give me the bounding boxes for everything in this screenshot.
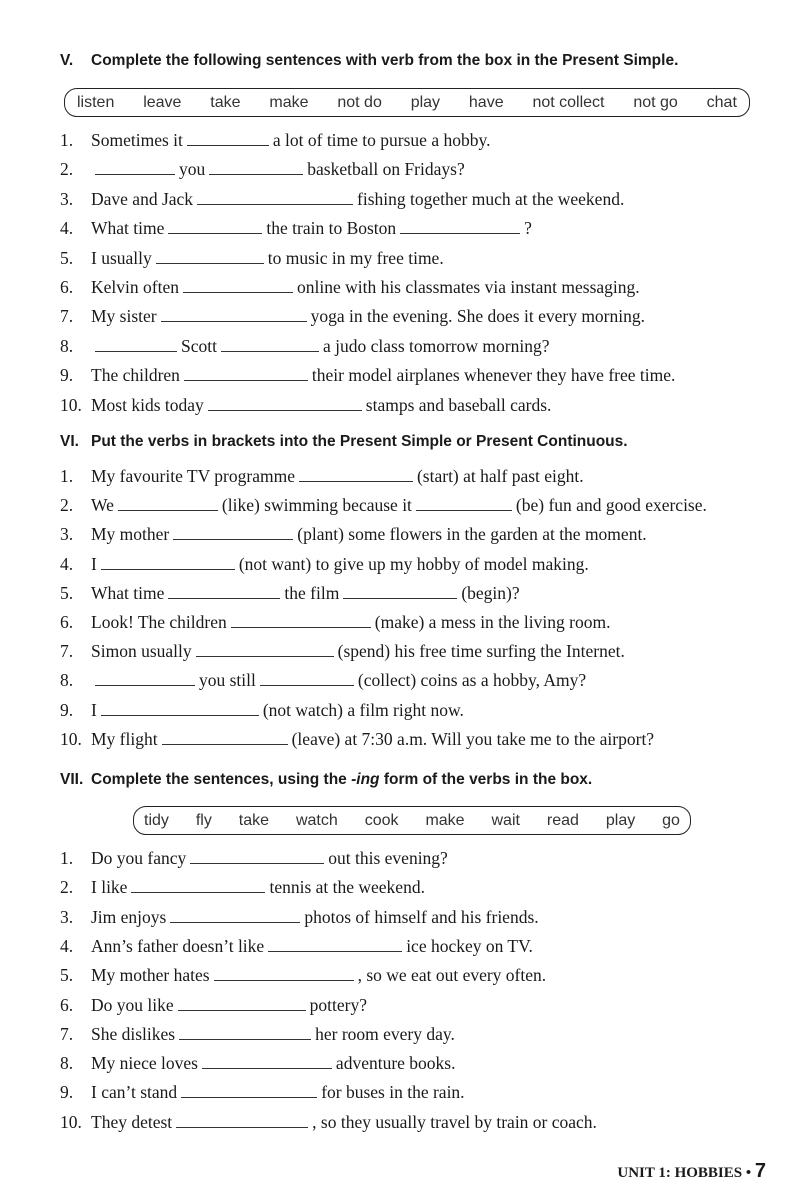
- answer-blank[interactable]: [187, 144, 269, 146]
- item-text: you: [179, 159, 206, 180]
- item-text: She dislikes: [91, 1023, 176, 1044]
- box-word: not do: [337, 93, 382, 111]
- page-footer: [617, 1160, 766, 1183]
- item-number: 9.: [60, 699, 74, 720]
- exercise-item: [60, 393, 551, 417]
- item-text: I usually: [91, 247, 152, 268]
- answer-blank[interactable]: [168, 597, 280, 599]
- answer-blank[interactable]: [400, 232, 520, 234]
- item-number: 8.: [60, 1053, 74, 1074]
- section-number: V.: [60, 52, 74, 69]
- answer-blank[interactable]: [101, 568, 235, 570]
- item-text: (make) a mess in the living room.: [374, 612, 611, 632]
- exercise-item: [60, 727, 654, 751]
- item-text: their model airplanes whenever they have free time.: [311, 365, 676, 386]
- exercise-item: [60, 128, 490, 152]
- item-text: Do you like: [91, 994, 174, 1015]
- exercise-item: [60, 1110, 597, 1134]
- box-word: chat: [706, 93, 737, 111]
- item-text: (not watch) a film right now.: [262, 699, 464, 720]
- item-number: 5.: [60, 965, 74, 986]
- exercise-item: [60, 522, 647, 546]
- answer-blank[interactable]: [268, 950, 402, 952]
- exercise-item: [60, 246, 444, 270]
- item-number: 4.: [60, 553, 74, 574]
- item-text: What time: [91, 218, 165, 239]
- item-text: out this evening?: [328, 848, 448, 868]
- answer-blank[interactable]: [95, 684, 195, 686]
- answer-blank[interactable]: [416, 509, 512, 511]
- item-text: (like) swimming because it: [221, 495, 412, 516]
- exercise-item: [60, 334, 549, 358]
- answer-blank[interactable]: [95, 173, 175, 175]
- item-text: photos of himself and his friends.: [304, 906, 539, 927]
- item-number: 10.: [60, 394, 82, 415]
- answer-blank[interactable]: [299, 480, 413, 482]
- item-text: ice hockey on TV.: [406, 935, 533, 956]
- exercise-item: [60, 875, 425, 899]
- item-text: adventure books.: [335, 1053, 456, 1074]
- item-number: 4.: [60, 935, 74, 956]
- exercise-item: [60, 464, 584, 488]
- answer-blank[interactable]: [161, 320, 307, 322]
- answer-blank[interactable]: [173, 538, 293, 540]
- item-text: Dave and Jack: [91, 188, 194, 209]
- item-text: stamps and baseball cards.: [365, 394, 552, 415]
- item-text: We: [91, 495, 114, 516]
- answer-blank[interactable]: [190, 862, 324, 864]
- box-word: leave: [143, 93, 182, 111]
- box-word: read: [546, 811, 579, 829]
- item-text: Sometimes it: [91, 130, 183, 150]
- section-instruction: Complete the sentences, using the: [91, 771, 352, 788]
- answer-blank[interactable]: [118, 509, 218, 511]
- item-number: 4.: [60, 218, 74, 239]
- item-text: (plant) some flowers in the garden at the moment.: [297, 524, 647, 545]
- box-word: play: [605, 811, 636, 829]
- item-text: Simon usually: [91, 641, 192, 662]
- item-text: (be) fun and good exercise.: [515, 495, 707, 516]
- item-text: Do you fancy: [91, 848, 187, 868]
- unit-label: UNIT 1: HOBBIES •: [617, 1165, 752, 1181]
- exercise-item: [60, 698, 464, 722]
- item-text: My favourite TV programme: [91, 466, 295, 486]
- item-text: (collect) coins as a hobby, Amy?: [357, 670, 587, 691]
- exercise-item: [60, 552, 589, 576]
- exercise-item: [60, 610, 610, 634]
- section-vii-heading: [60, 771, 592, 789]
- box-word: have: [468, 93, 504, 111]
- item-number: 6.: [60, 277, 74, 297]
- exercise-item: [60, 963, 546, 987]
- box-word: cook: [364, 811, 399, 829]
- item-text: Most kids today: [91, 394, 204, 415]
- item-number: 3.: [60, 188, 74, 209]
- box-word: not go: [633, 93, 678, 111]
- exercise-item: [60, 1022, 455, 1046]
- exercise-item: [60, 639, 625, 663]
- item-number: 1.: [60, 848, 74, 868]
- answer-blank[interactable]: [162, 743, 288, 745]
- item-text: tennis at the weekend.: [269, 877, 425, 898]
- item-number: 2.: [60, 159, 74, 180]
- exercise-item: [60, 275, 640, 299]
- item-number: 8.: [60, 335, 74, 356]
- exercise-item: [60, 304, 645, 328]
- answer-blank[interactable]: [184, 379, 308, 381]
- section-v-heading: [60, 52, 678, 70]
- item-text: Jim enjoys: [91, 906, 167, 927]
- answer-blank[interactable]: [231, 626, 371, 628]
- exercise-item: [60, 934, 533, 958]
- item-text: I: [91, 699, 97, 720]
- answer-blank[interactable]: [178, 1009, 306, 1011]
- section-instruction-ing: -ing: [351, 771, 380, 788]
- word-box-vii: [133, 806, 691, 835]
- exercise-item: [60, 668, 586, 692]
- item-number: 5.: [60, 247, 74, 268]
- item-text: They detest: [91, 1111, 173, 1132]
- item-text: (spend) his free time surfing the Internet.: [337, 641, 625, 662]
- page-number: 7: [754, 1160, 766, 1182]
- item-number: 8.: [60, 670, 74, 691]
- answer-blank[interactable]: [196, 655, 334, 657]
- item-text: (not want) to give up my hobby of model making.: [238, 553, 589, 574]
- box-word: watch: [295, 811, 338, 829]
- box-word: listen: [77, 93, 115, 111]
- item-text: online with his classmates via instant messaging.: [296, 277, 640, 297]
- answer-blank[interactable]: [208, 409, 362, 411]
- item-text: My niece loves: [91, 1053, 198, 1074]
- box-word: take: [238, 811, 270, 829]
- item-text: I like: [91, 877, 128, 898]
- item-text: for buses in the rain.: [321, 1082, 465, 1103]
- item-number: 7.: [60, 306, 74, 327]
- exercise-item: [60, 905, 539, 929]
- item-number: 2.: [60, 877, 74, 898]
- item-number: 10.: [60, 1111, 82, 1132]
- item-text: (start) at half past eight.: [416, 466, 584, 486]
- answer-blank[interactable]: [156, 262, 264, 264]
- item-number: 9.: [60, 365, 74, 386]
- answer-blank[interactable]: [197, 203, 353, 205]
- box-word: tidy: [144, 811, 169, 829]
- item-number: 5.: [60, 582, 74, 603]
- item-number: 9.: [60, 1082, 74, 1103]
- answer-blank[interactable]: [209, 173, 303, 175]
- section-vi-heading: [60, 433, 628, 451]
- item-text: pottery?: [309, 994, 367, 1015]
- box-word: fly: [195, 811, 212, 829]
- answer-blank[interactable]: [168, 232, 262, 234]
- answer-blank[interactable]: [343, 597, 457, 599]
- answer-blank[interactable]: [183, 291, 293, 293]
- exercise-item: [60, 846, 448, 870]
- answer-blank[interactable]: [202, 1067, 332, 1069]
- section-instruction-end: form of the verbs in the box.: [379, 771, 593, 788]
- item-text: (leave) at 7:30 a.m. Will you take me to the airport?: [291, 728, 655, 749]
- item-number: 3.: [60, 906, 74, 927]
- item-text: , so we eat out every often.: [357, 965, 547, 986]
- exercise-item: [60, 581, 520, 605]
- answer-blank[interactable]: [176, 1126, 308, 1128]
- item-text: the film: [284, 582, 340, 603]
- item-text: Ann’s father doesn’t like: [91, 935, 265, 956]
- section-instruction: Complete the following sentences with verb from the box in the Present Simple.: [91, 52, 679, 69]
- answer-blank[interactable]: [181, 1096, 317, 1098]
- answer-blank[interactable]: [170, 921, 300, 923]
- item-number: 2.: [60, 495, 74, 516]
- item-text: I: [91, 553, 97, 574]
- item-text: a lot of time to pursue a hobby.: [272, 130, 491, 150]
- exercise-item: [60, 993, 367, 1017]
- item-text: ?: [524, 218, 532, 239]
- item-number: 7.: [60, 1023, 74, 1044]
- answer-blank[interactable]: [131, 891, 265, 893]
- item-text: My mother hates: [91, 965, 210, 986]
- box-word: make: [425, 811, 465, 829]
- answer-blank[interactable]: [260, 684, 354, 686]
- item-text: Look! The children: [91, 612, 227, 632]
- item-text: fishing together much at the weekend.: [357, 188, 625, 209]
- answer-blank[interactable]: [221, 350, 319, 352]
- section-number: VII.: [60, 771, 84, 788]
- item-text: The children: [91, 365, 180, 386]
- item-text: her room every day.: [315, 1023, 455, 1044]
- answer-blank[interactable]: [214, 979, 354, 981]
- exercise-item: [60, 363, 675, 387]
- item-text: I can’t stand: [91, 1082, 178, 1103]
- item-text: basketball on Fridays?: [307, 159, 465, 180]
- item-text: a judo class tomorrow morning?: [322, 335, 550, 356]
- item-number: 10.: [60, 728, 82, 749]
- box-word: take: [210, 93, 241, 111]
- box-word: go: [662, 811, 680, 829]
- item-number: 1.: [60, 466, 74, 486]
- item-text: the train to Boston: [266, 218, 397, 239]
- item-number: 6.: [60, 994, 74, 1015]
- item-text: My sister: [91, 306, 157, 327]
- item-number: 1.: [60, 130, 74, 150]
- item-text: My mother: [91, 524, 170, 545]
- section-instruction: Put the verbs in brackets into the Present Simple or Present Continuous.: [91, 433, 628, 450]
- answer-blank[interactable]: [95, 350, 177, 352]
- exercise-item: [60, 1080, 465, 1104]
- box-word: play: [410, 93, 441, 111]
- exercise-item: [60, 1051, 455, 1075]
- box-word: not collect: [532, 93, 605, 111]
- item-number: 3.: [60, 524, 74, 545]
- item-text: to music in my free time.: [267, 247, 444, 268]
- exercise-item: [60, 157, 465, 181]
- item-text: (begin)?: [461, 582, 520, 603]
- exercise-item: [60, 216, 532, 240]
- answer-blank[interactable]: [179, 1038, 311, 1040]
- item-text: yoga in the evening. She does it every morning.: [310, 306, 645, 327]
- item-text: What time: [91, 582, 165, 603]
- section-number: VI.: [60, 433, 79, 450]
- box-word: make: [269, 93, 309, 111]
- exercise-item: [60, 493, 707, 517]
- item-number: 7.: [60, 641, 74, 662]
- item-text: Scott: [181, 335, 217, 356]
- item-text: , so they usually travel by train or coach.: [312, 1111, 597, 1132]
- answer-blank[interactable]: [101, 714, 259, 716]
- word-box-v: [64, 88, 750, 117]
- item-number: 6.: [60, 612, 74, 632]
- item-text: My flight: [91, 728, 158, 749]
- item-text: you still: [199, 670, 256, 691]
- item-text: Kelvin often: [91, 277, 179, 297]
- box-word: wait: [491, 811, 520, 829]
- exercise-item: [60, 187, 624, 211]
